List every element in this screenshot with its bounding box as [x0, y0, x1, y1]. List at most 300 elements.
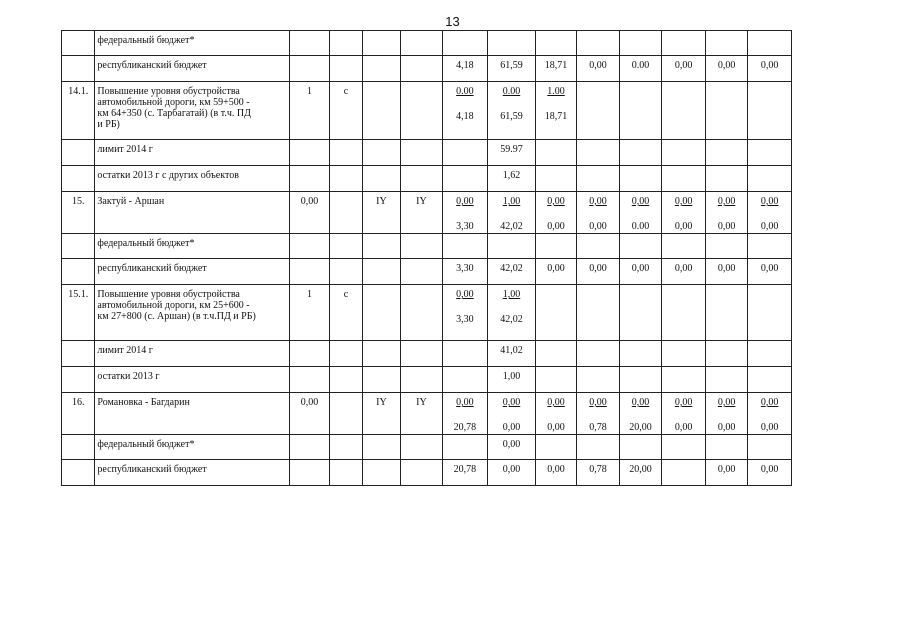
- unit: [330, 31, 362, 56]
- cell-text: федеральный бюджет*: [97, 35, 195, 46]
- row-name: [95, 234, 289, 259]
- cell-text: [620, 140, 662, 144]
- cell-text: 0,00: [589, 60, 607, 71]
- period-end: [401, 435, 443, 460]
- period-end: [401, 166, 443, 192]
- cell-text: 0,00: [674, 397, 693, 408]
- cell-text: [577, 234, 619, 238]
- row-number: [62, 192, 95, 234]
- cell-text: 20,78: [453, 422, 477, 433]
- cell-text: [330, 192, 361, 196]
- row-number: [62, 56, 95, 82]
- value-1: [442, 192, 488, 234]
- value-6: [662, 285, 706, 341]
- row-name: [95, 435, 289, 460]
- period-begin: [362, 166, 400, 192]
- cell-text: 15.1.: [68, 289, 89, 300]
- period-end: [401, 82, 443, 140]
- unit: [330, 393, 362, 435]
- value-7: [705, 82, 748, 140]
- power: [289, 259, 329, 285]
- cell-text: [620, 435, 662, 439]
- value-3: [535, 234, 577, 259]
- value-5: [619, 341, 662, 367]
- cell-text: [363, 285, 400, 289]
- cell-text: [662, 140, 705, 144]
- unit: [330, 56, 362, 82]
- cell-text: 0,00: [760, 221, 779, 232]
- cell-text: [401, 341, 442, 345]
- value-7: [705, 259, 748, 285]
- cell-text: 0,00: [589, 263, 607, 274]
- row-name: [95, 140, 289, 166]
- value-1: [442, 140, 488, 166]
- value-2: [488, 393, 536, 435]
- value-7: [705, 341, 748, 367]
- value-7: [705, 192, 748, 234]
- table-row: [62, 435, 792, 460]
- value-3: [535, 31, 577, 56]
- value-4: [577, 234, 620, 259]
- value-4: [577, 31, 620, 56]
- period-end: [401, 393, 443, 435]
- cell-text: 0,00: [717, 397, 736, 408]
- value-4: [577, 435, 620, 460]
- period-begin: [362, 192, 400, 234]
- cell-text: 0,00: [760, 196, 779, 207]
- cell-text: [401, 285, 442, 289]
- cell-text: лимит 2014 г: [97, 345, 153, 356]
- value-7: [705, 460, 748, 486]
- cell-text: остатки 2013 г: [97, 371, 160, 382]
- value-8: [748, 259, 792, 285]
- cell-text: [662, 341, 705, 345]
- power: [289, 31, 329, 56]
- cell-text: республиканский бюджет: [97, 60, 207, 71]
- period-begin: [362, 259, 400, 285]
- value-2: [488, 259, 536, 285]
- power: [289, 234, 329, 259]
- value-7: [705, 31, 748, 56]
- value-8: [748, 460, 792, 486]
- cell-text: [363, 56, 400, 60]
- period-end: [401, 140, 443, 166]
- cell-text: [443, 234, 488, 238]
- cell-text: 18,71: [544, 111, 568, 122]
- row-name: [95, 460, 289, 486]
- cell-text: 0,00: [674, 196, 693, 207]
- value-1: [442, 285, 488, 341]
- row-number: [62, 140, 95, 166]
- value-2: [488, 367, 536, 393]
- cell-text: [290, 56, 329, 60]
- cell-text: федеральный бюджет*: [97, 238, 195, 249]
- cell-text: 0,00: [760, 397, 779, 408]
- cell-text: [620, 166, 662, 170]
- cell-text: республиканский бюджет: [97, 464, 207, 475]
- period-begin: [362, 31, 400, 56]
- cell-text: 0,78: [589, 422, 607, 433]
- table-row: [62, 393, 792, 435]
- cell-text: 1,62: [502, 170, 521, 181]
- cell-text: [488, 234, 535, 238]
- cell-text: [748, 435, 791, 439]
- cell-text: [62, 56, 94, 60]
- value-6: [662, 192, 706, 234]
- value-7: [705, 393, 748, 435]
- value-1: [442, 56, 488, 82]
- value-3: [535, 82, 577, 140]
- unit: [330, 460, 362, 486]
- cell-text: [401, 56, 442, 60]
- row-number: [62, 166, 95, 192]
- value-8: [748, 166, 792, 192]
- cell-text: [330, 341, 361, 345]
- period-end: [401, 259, 443, 285]
- cell-text: 15.: [71, 196, 85, 207]
- cell-text: 0,00: [502, 422, 521, 433]
- cell-text: [536, 435, 577, 439]
- cell-text: 0,00: [547, 422, 565, 433]
- period-end: [401, 341, 443, 367]
- value-6: [662, 56, 706, 82]
- row-name: [95, 259, 289, 285]
- cell-text: [536, 289, 577, 303]
- cell-text: [577, 166, 619, 170]
- cell-text: 0,00: [300, 397, 319, 408]
- cell-text: 0,00: [717, 196, 736, 207]
- value-4: [577, 140, 620, 166]
- power: [289, 285, 329, 341]
- value-2: [488, 192, 536, 234]
- table-body: [62, 31, 792, 486]
- unit: [330, 140, 362, 166]
- cell-text: [290, 460, 329, 464]
- period-begin: [362, 140, 400, 166]
- cell-text: 0,00: [547, 196, 565, 207]
- value-1: [442, 393, 488, 435]
- value-5: [619, 31, 662, 56]
- cell-text: 3,30: [456, 314, 474, 325]
- cell-text: [401, 31, 442, 35]
- value-3: [535, 259, 577, 285]
- cell-text: [363, 259, 400, 263]
- row-name: [95, 82, 289, 140]
- row-name: [95, 192, 289, 234]
- cell-text: [401, 259, 442, 263]
- value-6: [662, 259, 706, 285]
- cell-text: 0,00: [456, 289, 474, 300]
- value-4: [577, 56, 620, 82]
- value-8: [748, 285, 792, 341]
- cell-text: 1,00: [502, 289, 521, 300]
- cell-text: [363, 435, 400, 439]
- cell-text: 0,00: [502, 439, 521, 450]
- cell-text: [290, 31, 329, 35]
- period-begin: [362, 56, 400, 82]
- row-number: [62, 82, 95, 140]
- row-number: [62, 31, 95, 56]
- value-1: [442, 460, 488, 486]
- cell-text: 4,18: [456, 111, 474, 122]
- cell-text: [748, 166, 791, 170]
- cell-text: [290, 166, 329, 170]
- value-8: [748, 140, 792, 166]
- cell-text: 0,00: [589, 196, 607, 207]
- value-1: [442, 259, 488, 285]
- cell-text: федеральный бюджет*: [97, 439, 195, 450]
- period-begin: [362, 435, 400, 460]
- row-name: [95, 285, 289, 341]
- cell-text: 59.97: [500, 144, 523, 155]
- cell-text: [330, 140, 361, 144]
- value-7: [705, 234, 748, 259]
- value-5: [619, 460, 662, 486]
- cell-text: 0,00: [300, 196, 319, 207]
- value-4: [577, 393, 620, 435]
- row-number: [62, 393, 95, 435]
- cell-text: [363, 367, 400, 371]
- cell-text: Повышение уровня обустройства автомобильной дороги, км 59+500 - км 64+350 (с. Тарбагатай) (в т.ч. ПД и РБ): [97, 86, 251, 130]
- row-number: [62, 341, 95, 367]
- power: [289, 166, 329, 192]
- table-row: [62, 140, 792, 166]
- value-2: [488, 31, 536, 56]
- cell-text: [290, 435, 329, 439]
- cell-text: [330, 56, 361, 60]
- cell-text: [363, 82, 400, 86]
- value-3: [535, 341, 577, 367]
- value-1: [442, 166, 488, 192]
- power: [289, 367, 329, 393]
- row-name: [95, 56, 289, 82]
- cell-text: [577, 140, 619, 144]
- cell-text: [706, 166, 748, 170]
- cell-text: [662, 435, 705, 439]
- row-name: [95, 31, 289, 56]
- cell-text: 0,00: [674, 422, 693, 433]
- cell-text: [488, 31, 535, 35]
- table-row: [62, 285, 792, 341]
- cell-text: 14.1.: [68, 86, 89, 97]
- period-end: [401, 31, 443, 56]
- row-number: [62, 234, 95, 259]
- cell-text: [662, 367, 705, 371]
- row-name: [95, 393, 289, 435]
- power: [289, 460, 329, 486]
- value-4: [577, 460, 620, 486]
- table-row: [62, 166, 792, 192]
- unit: [330, 285, 362, 341]
- cell-text: [330, 234, 361, 238]
- row-name: [95, 341, 289, 367]
- value-6: [662, 435, 706, 460]
- cell-text: остатки 2013 г с других объектов: [97, 170, 239, 181]
- cell-text: 0.00: [502, 86, 521, 97]
- cell-text: [577, 367, 619, 371]
- period-begin: [362, 341, 400, 367]
- value-3: [535, 367, 577, 393]
- cell-text: 0,00: [760, 464, 779, 475]
- cell-text: 0,00: [631, 263, 650, 274]
- cell-text: 61,59: [500, 60, 523, 71]
- cell-text: [363, 166, 400, 170]
- cell-text: Зактуй - Аршан: [97, 196, 165, 207]
- value-6: [662, 166, 706, 192]
- cell-text: 16.: [71, 397, 85, 408]
- cell-text: [662, 31, 705, 35]
- cell-text: 0,00: [547, 221, 565, 232]
- value-4: [577, 192, 620, 234]
- cell-text: [748, 140, 791, 144]
- value-8: [748, 192, 792, 234]
- cell-text: [401, 367, 442, 371]
- cell-text: 0,00: [456, 397, 474, 408]
- cell-text: [62, 234, 94, 238]
- cell-text: с: [343, 86, 349, 97]
- cell-text: 0,00: [547, 397, 565, 408]
- row-number: [62, 285, 95, 341]
- cell-text: [577, 435, 619, 439]
- cell-text: Повышение уровня обустройства автомобильной дороги, км 25+600 - км 27+800 (с. Аршан) (в т.ч.ПД и РБ): [97, 289, 256, 322]
- cell-text: [443, 435, 488, 439]
- cell-text: 1,00: [502, 196, 521, 207]
- cell-text: [443, 166, 488, 170]
- value-2: [488, 460, 536, 486]
- cell-text: [620, 234, 662, 238]
- period-end: [401, 192, 443, 234]
- table-row: [62, 234, 792, 259]
- period-begin: [362, 82, 400, 140]
- value-1: [442, 234, 488, 259]
- row-name: [95, 367, 289, 393]
- cell-text: Романовка - Багдарин: [97, 397, 190, 408]
- period-end: [401, 367, 443, 393]
- cell-text: [290, 367, 329, 371]
- cell-text: [536, 140, 577, 144]
- value-4: [577, 259, 620, 285]
- power: [289, 82, 329, 140]
- value-5: [619, 82, 662, 140]
- period-end: [401, 285, 443, 341]
- cell-text: 0,00: [674, 221, 693, 232]
- cell-text: 20,78: [453, 464, 477, 475]
- value-3: [535, 166, 577, 192]
- cell-text: 41,02: [500, 345, 523, 356]
- cell-text: 0,00: [547, 263, 565, 274]
- value-8: [748, 31, 792, 56]
- value-7: [705, 435, 748, 460]
- value-2: [488, 285, 536, 341]
- cell-text: [363, 460, 400, 464]
- value-1: [442, 31, 488, 56]
- table-row: [62, 82, 792, 140]
- unit: [330, 166, 362, 192]
- cell-text: [706, 341, 748, 345]
- cell-text: [536, 341, 577, 345]
- cell-text: 1: [307, 289, 313, 300]
- value-7: [705, 140, 748, 166]
- value-6: [662, 140, 706, 166]
- value-7: [705, 367, 748, 393]
- value-7: [705, 166, 748, 192]
- cell-text: 0,00: [631, 397, 650, 408]
- value-5: [619, 285, 662, 341]
- unit: [330, 82, 362, 140]
- row-number: [62, 367, 95, 393]
- cell-text: [290, 259, 329, 263]
- cell-text: [62, 435, 94, 439]
- value-3: [535, 56, 577, 82]
- table-row: [62, 56, 792, 82]
- cell-text: [662, 234, 705, 238]
- cell-text: [62, 166, 94, 170]
- cell-text: [290, 234, 329, 238]
- cell-text: [330, 31, 361, 35]
- value-3: [535, 192, 577, 234]
- cell-text: 42,02: [500, 314, 523, 325]
- cell-text: [536, 166, 577, 170]
- cell-text: [401, 435, 442, 439]
- value-5: [619, 435, 662, 460]
- cell-text: [363, 140, 400, 144]
- cell-text: IY: [416, 397, 427, 408]
- value-8: [748, 56, 792, 82]
- cell-text: [330, 367, 361, 371]
- cell-text: 42,02: [500, 263, 523, 274]
- cell-text: [330, 393, 361, 397]
- value-1: [442, 82, 488, 140]
- cell-text: с: [343, 289, 349, 300]
- power: [289, 393, 329, 435]
- cell-text: [363, 341, 400, 345]
- value-8: [748, 234, 792, 259]
- cell-text: [748, 234, 791, 238]
- value-6: [662, 341, 706, 367]
- power: [289, 435, 329, 460]
- cell-text: [620, 367, 662, 371]
- cell-text: IY: [416, 196, 427, 207]
- cell-text: 0,00: [717, 422, 736, 433]
- value-5: [619, 140, 662, 166]
- cell-text: 20,00: [629, 464, 652, 475]
- value-5: [619, 234, 662, 259]
- cell-text: 61,59: [500, 111, 523, 122]
- cell-text: [620, 341, 662, 345]
- row-name: [95, 166, 289, 192]
- cell-text: [536, 367, 577, 371]
- cell-text: IY: [376, 196, 387, 207]
- cell-text: [330, 259, 361, 263]
- cell-text: [363, 234, 400, 238]
- value-2: [488, 166, 536, 192]
- budget-table: [61, 30, 792, 486]
- unit: [330, 435, 362, 460]
- value-6: [662, 460, 706, 486]
- value-6: [662, 31, 706, 56]
- unit: [330, 341, 362, 367]
- cell-text: [290, 140, 329, 144]
- value-5: [619, 367, 662, 393]
- cell-text: 1,00: [502, 371, 521, 382]
- power: [289, 140, 329, 166]
- row-number: [62, 435, 95, 460]
- table-row: [62, 259, 792, 285]
- table-row: [62, 341, 792, 367]
- cell-text: [662, 460, 705, 464]
- cell-text: [401, 166, 442, 170]
- cell-text: 1.00: [547, 86, 565, 97]
